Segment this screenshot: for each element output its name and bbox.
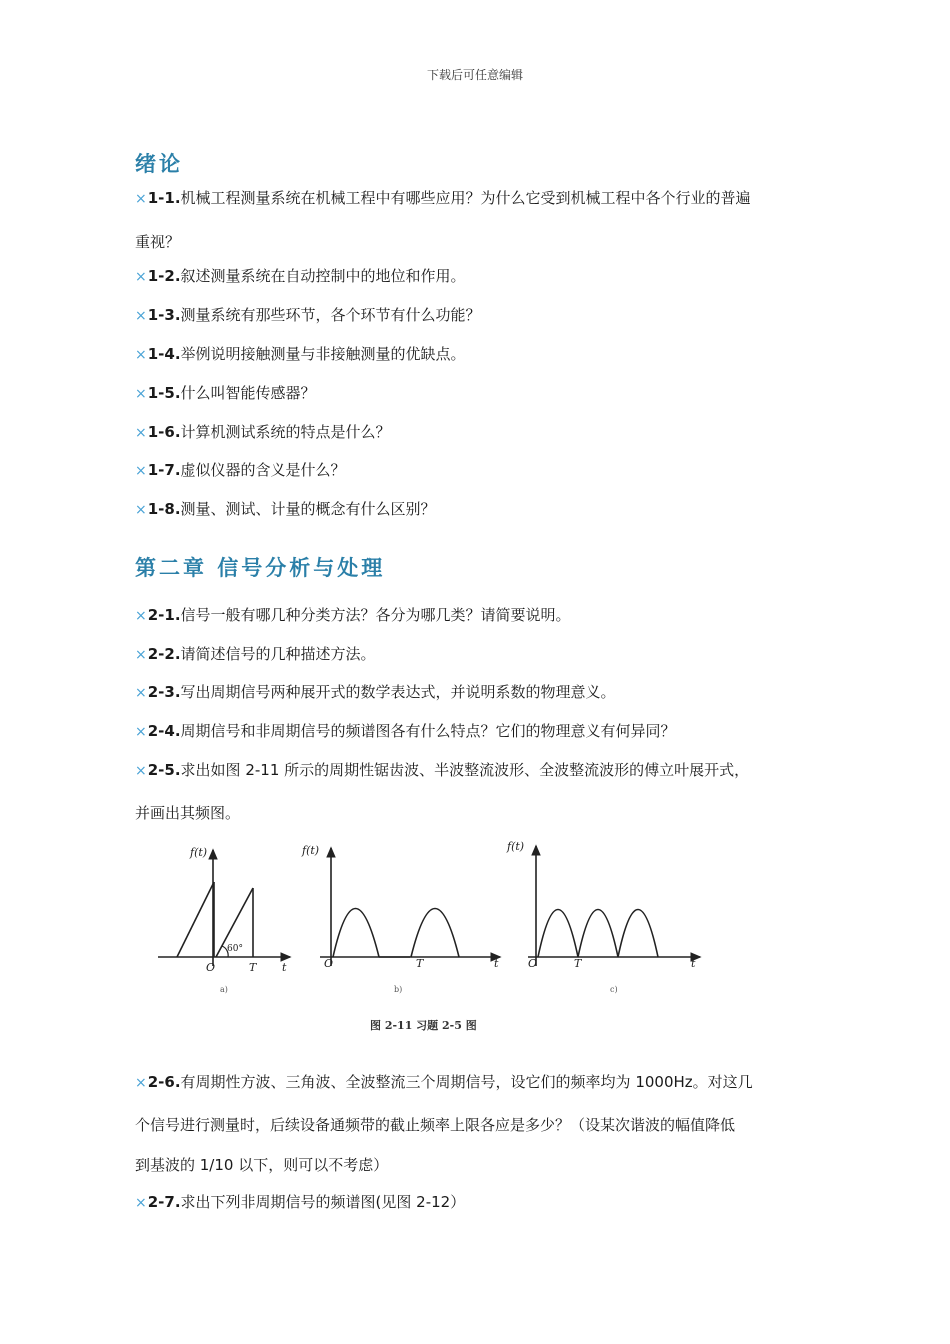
half-wave-rectified-waveform xyxy=(320,848,500,966)
question-1-8 xyxy=(135,499,436,520)
question-2-6 xyxy=(135,1072,753,1093)
cross-mark-icon: × xyxy=(135,685,147,701)
figure-2-11 xyxy=(150,838,710,1038)
question-2-5-continuation: 并画出其频图。 xyxy=(135,804,241,822)
origin-a: O xyxy=(206,961,216,974)
full-wave-rectified-waveform xyxy=(528,846,700,966)
cross-mark-icon: × xyxy=(135,269,147,285)
question-1-1-continuation: 重视？ xyxy=(135,233,181,251)
question-text: 请简述信号的几种描述方法。 xyxy=(180,645,376,663)
question-text: 叙述测量系统在自动控制中的地位和作用。 xyxy=(180,267,466,285)
waveform-figure xyxy=(150,838,710,1038)
question-1-3 xyxy=(135,305,481,326)
origin-b: O xyxy=(324,957,334,970)
ylabel-a: f(t) xyxy=(190,846,208,859)
question-1-5 xyxy=(135,383,316,404)
question-text: 周期信号和非周期信号的频谱图各有什么特点？它们的物理意义有何异同？ xyxy=(180,722,676,740)
question-2-4 xyxy=(135,721,676,742)
question-number: 1-5. xyxy=(147,384,181,402)
cross-mark-icon: × xyxy=(135,386,147,402)
cross-mark-icon: × xyxy=(135,463,147,479)
ylabel-b: f(t) xyxy=(302,844,320,857)
question-number: 2-3. xyxy=(147,683,181,701)
t-label-c: t xyxy=(691,957,696,970)
period-c: T xyxy=(574,957,582,970)
cross-mark-icon: × xyxy=(135,763,147,779)
question-text: 测量系统有那些环节，各个环节有什么功能？ xyxy=(180,306,481,324)
t-label-a: t xyxy=(282,961,287,974)
question-text: 有周期性方波、三角波、全波整流三个周期信号，设它们的频率均为 1000Hz。对这几 xyxy=(180,1073,753,1091)
sublabel-c: c) xyxy=(610,985,618,994)
question-text: 信号一般有哪几种分类方法？各分为哪几类？请简要说明。 xyxy=(180,606,571,624)
question-number: 1-1. xyxy=(147,189,181,207)
origin-c: O xyxy=(528,957,538,970)
question-2-6-continuation: 个信号进行测量时，后续设备通频带的截止频率上限各应是多少？（设某次谐波的幅值降低 xyxy=(135,1116,736,1134)
question-number: 2-7. xyxy=(147,1193,181,1211)
period-b: T xyxy=(416,957,424,970)
question-number: 2-2. xyxy=(147,645,181,663)
question-1-1 xyxy=(135,188,751,209)
question-2-6-continuation-2: 到基波的 1/10 以下，则可以不考虑） xyxy=(135,1156,389,1174)
question-text: 求出下列非周期信号的频谱图(见图 2-12） xyxy=(180,1193,466,1211)
period-a: T xyxy=(249,961,257,974)
question-1-7 xyxy=(135,460,346,481)
angle-label: 60° xyxy=(227,944,243,954)
question-1-2 xyxy=(135,266,466,287)
cross-mark-icon: × xyxy=(135,608,147,624)
cross-mark-icon: × xyxy=(135,1195,147,1211)
question-number: 2-1. xyxy=(147,606,181,624)
section-heading-intro: 绪论 xyxy=(135,152,183,176)
question-number: 2-5. xyxy=(147,761,181,779)
cross-mark-icon: × xyxy=(135,1075,147,1091)
cross-mark-icon: × xyxy=(135,308,147,324)
cross-mark-icon: × xyxy=(135,724,147,740)
t-label-b: t xyxy=(494,957,499,970)
question-2-7 xyxy=(135,1192,465,1213)
sublabel-b: b) xyxy=(394,985,403,994)
question-1-6 xyxy=(135,422,391,443)
cross-mark-icon: × xyxy=(135,502,147,518)
question-text: 计算机测试系统的特点是什么？ xyxy=(180,423,391,441)
figure-caption: 图 2-11 习题 2-5 图 xyxy=(370,1019,477,1032)
question-2-3 xyxy=(135,682,616,703)
question-number: 1-4. xyxy=(147,345,181,363)
question-text: 写出周期信号两种展开式的数学表达式，并说明系数的物理意义。 xyxy=(180,683,616,701)
question-number: 2-4. xyxy=(147,722,181,740)
cross-mark-icon: × xyxy=(135,425,147,441)
section-heading-chapter2: 第二章 信号分析与处理 xyxy=(135,556,386,580)
question-1-4 xyxy=(135,344,466,365)
question-text: 虚似仪器的含义是什么？ xyxy=(180,461,346,479)
cross-mark-icon: × xyxy=(135,347,147,363)
ylabel-c: f(t) xyxy=(507,840,525,853)
question-text: 测量、测试、计量的概念有什么区别？ xyxy=(180,500,436,518)
sawtooth-waveform xyxy=(158,850,290,966)
question-text: 求出如图 2-11 所示的周期性锯齿波、半波整流波形、全波整流波形的傅立叶展开式， xyxy=(180,761,750,779)
sublabel-a: a) xyxy=(220,985,228,994)
question-2-1 xyxy=(135,605,571,626)
question-2-2 xyxy=(135,644,376,665)
question-number: 1-3. xyxy=(147,306,181,324)
question-number: 1-2. xyxy=(147,267,181,285)
header-note: 下载后可任意编辑 xyxy=(426,68,523,82)
question-number: 1-8. xyxy=(147,500,181,518)
question-2-5 xyxy=(135,760,749,781)
question-text: 举例说明接触测量与非接触测量的优缺点。 xyxy=(180,345,466,363)
question-text: 什么叫智能传感器？ xyxy=(180,384,316,402)
question-number: 1-6. xyxy=(147,423,181,441)
cross-mark-icon: × xyxy=(135,647,147,663)
question-number: 1-7. xyxy=(147,461,181,479)
question-number: 2-6. xyxy=(147,1073,181,1091)
question-text: 机械工程测量系统在机械工程中有哪些应用？为什么它受到机械工程中各个行业的普遍 xyxy=(180,189,751,207)
cross-mark-icon: × xyxy=(135,191,147,207)
